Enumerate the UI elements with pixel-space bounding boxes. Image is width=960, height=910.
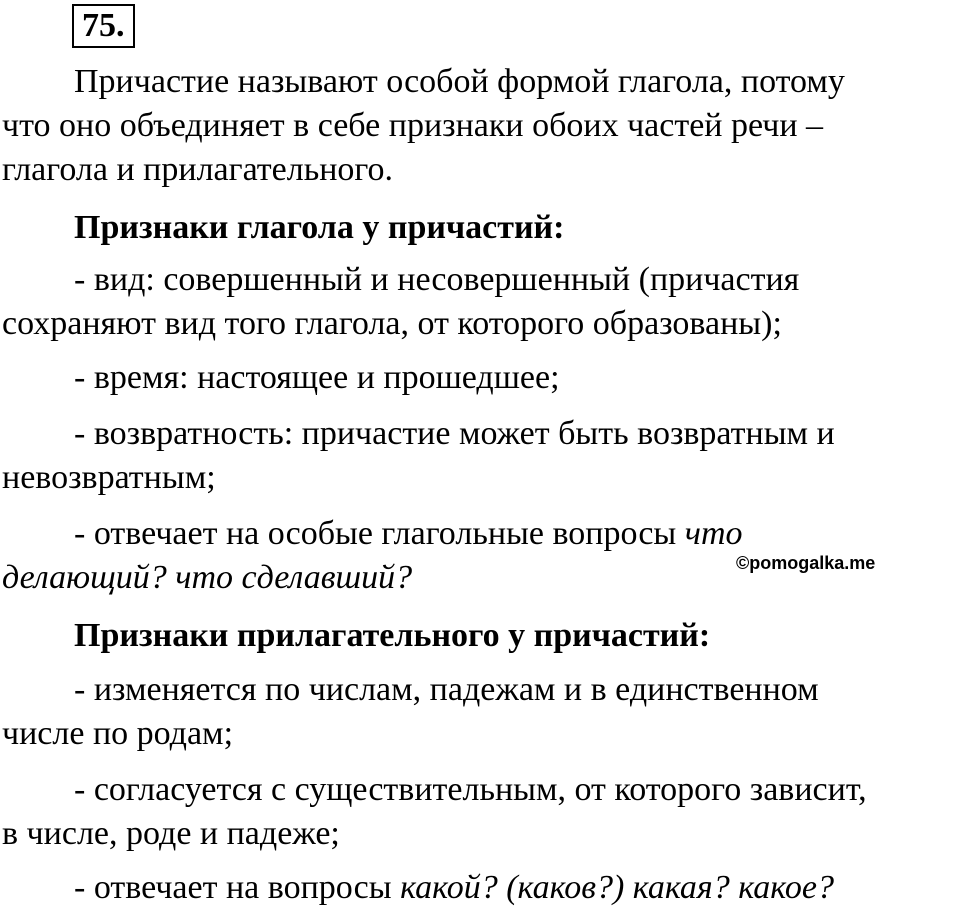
verb-aspect-line-1: - вид: совершенный и несовершенный (причастия <box>74 261 800 298</box>
adjective-questions-line <box>2 866 960 910</box>
adjective-agrees-line-2: в числе, роде и падеже; <box>2 815 340 852</box>
verb-questions-text: - отвечает на особые глагольные вопросы <box>74 515 685 552</box>
exercise-number: 75. <box>72 4 135 48</box>
adjective-questions-italic: какой? (каков?) какая? какое? <box>400 869 834 906</box>
adjective-agrees-line-1: - согласуется с существительным, от которого зависит, <box>74 771 867 808</box>
adjective-changes-line-1: - изменяется по числам, падежам и в единственном <box>74 671 819 708</box>
verb-aspect-line-2: сохраняют вид того глагола, от которого образованы); <box>2 305 782 342</box>
verb-questions-line-1 <box>2 512 960 556</box>
intro-line-3: глагола и прилагательного. <box>2 151 393 188</box>
intro-line-2: что оно объединяет в себе признаки обоих частей речи – <box>2 107 824 144</box>
verb-questions-italic-1: что <box>684 515 743 552</box>
verb-tense: - время: настоящее и прошедшее; <box>74 359 560 396</box>
verb-reflexive-line-1: - возвратность: причастие может быть возвратным и <box>74 415 835 452</box>
watermark: ©pomogalka.me <box>736 553 876 573</box>
verb-reflexive-line-2: невозвратным; <box>2 459 216 496</box>
verb-questions-italic-2: делающий? что сделавший? <box>2 559 413 596</box>
verb-section-heading: Признаки глагола у причастий: <box>74 209 565 246</box>
adjective-section-heading: Признаки прилагательного у причастий: <box>74 617 711 654</box>
intro-line-1: Причастие называют особой формой глагола, потому <box>74 63 845 100</box>
adjective-questions-text: - отвечает на вопросы <box>74 869 401 906</box>
adjective-changes-line-2: числе по родам; <box>2 715 234 752</box>
